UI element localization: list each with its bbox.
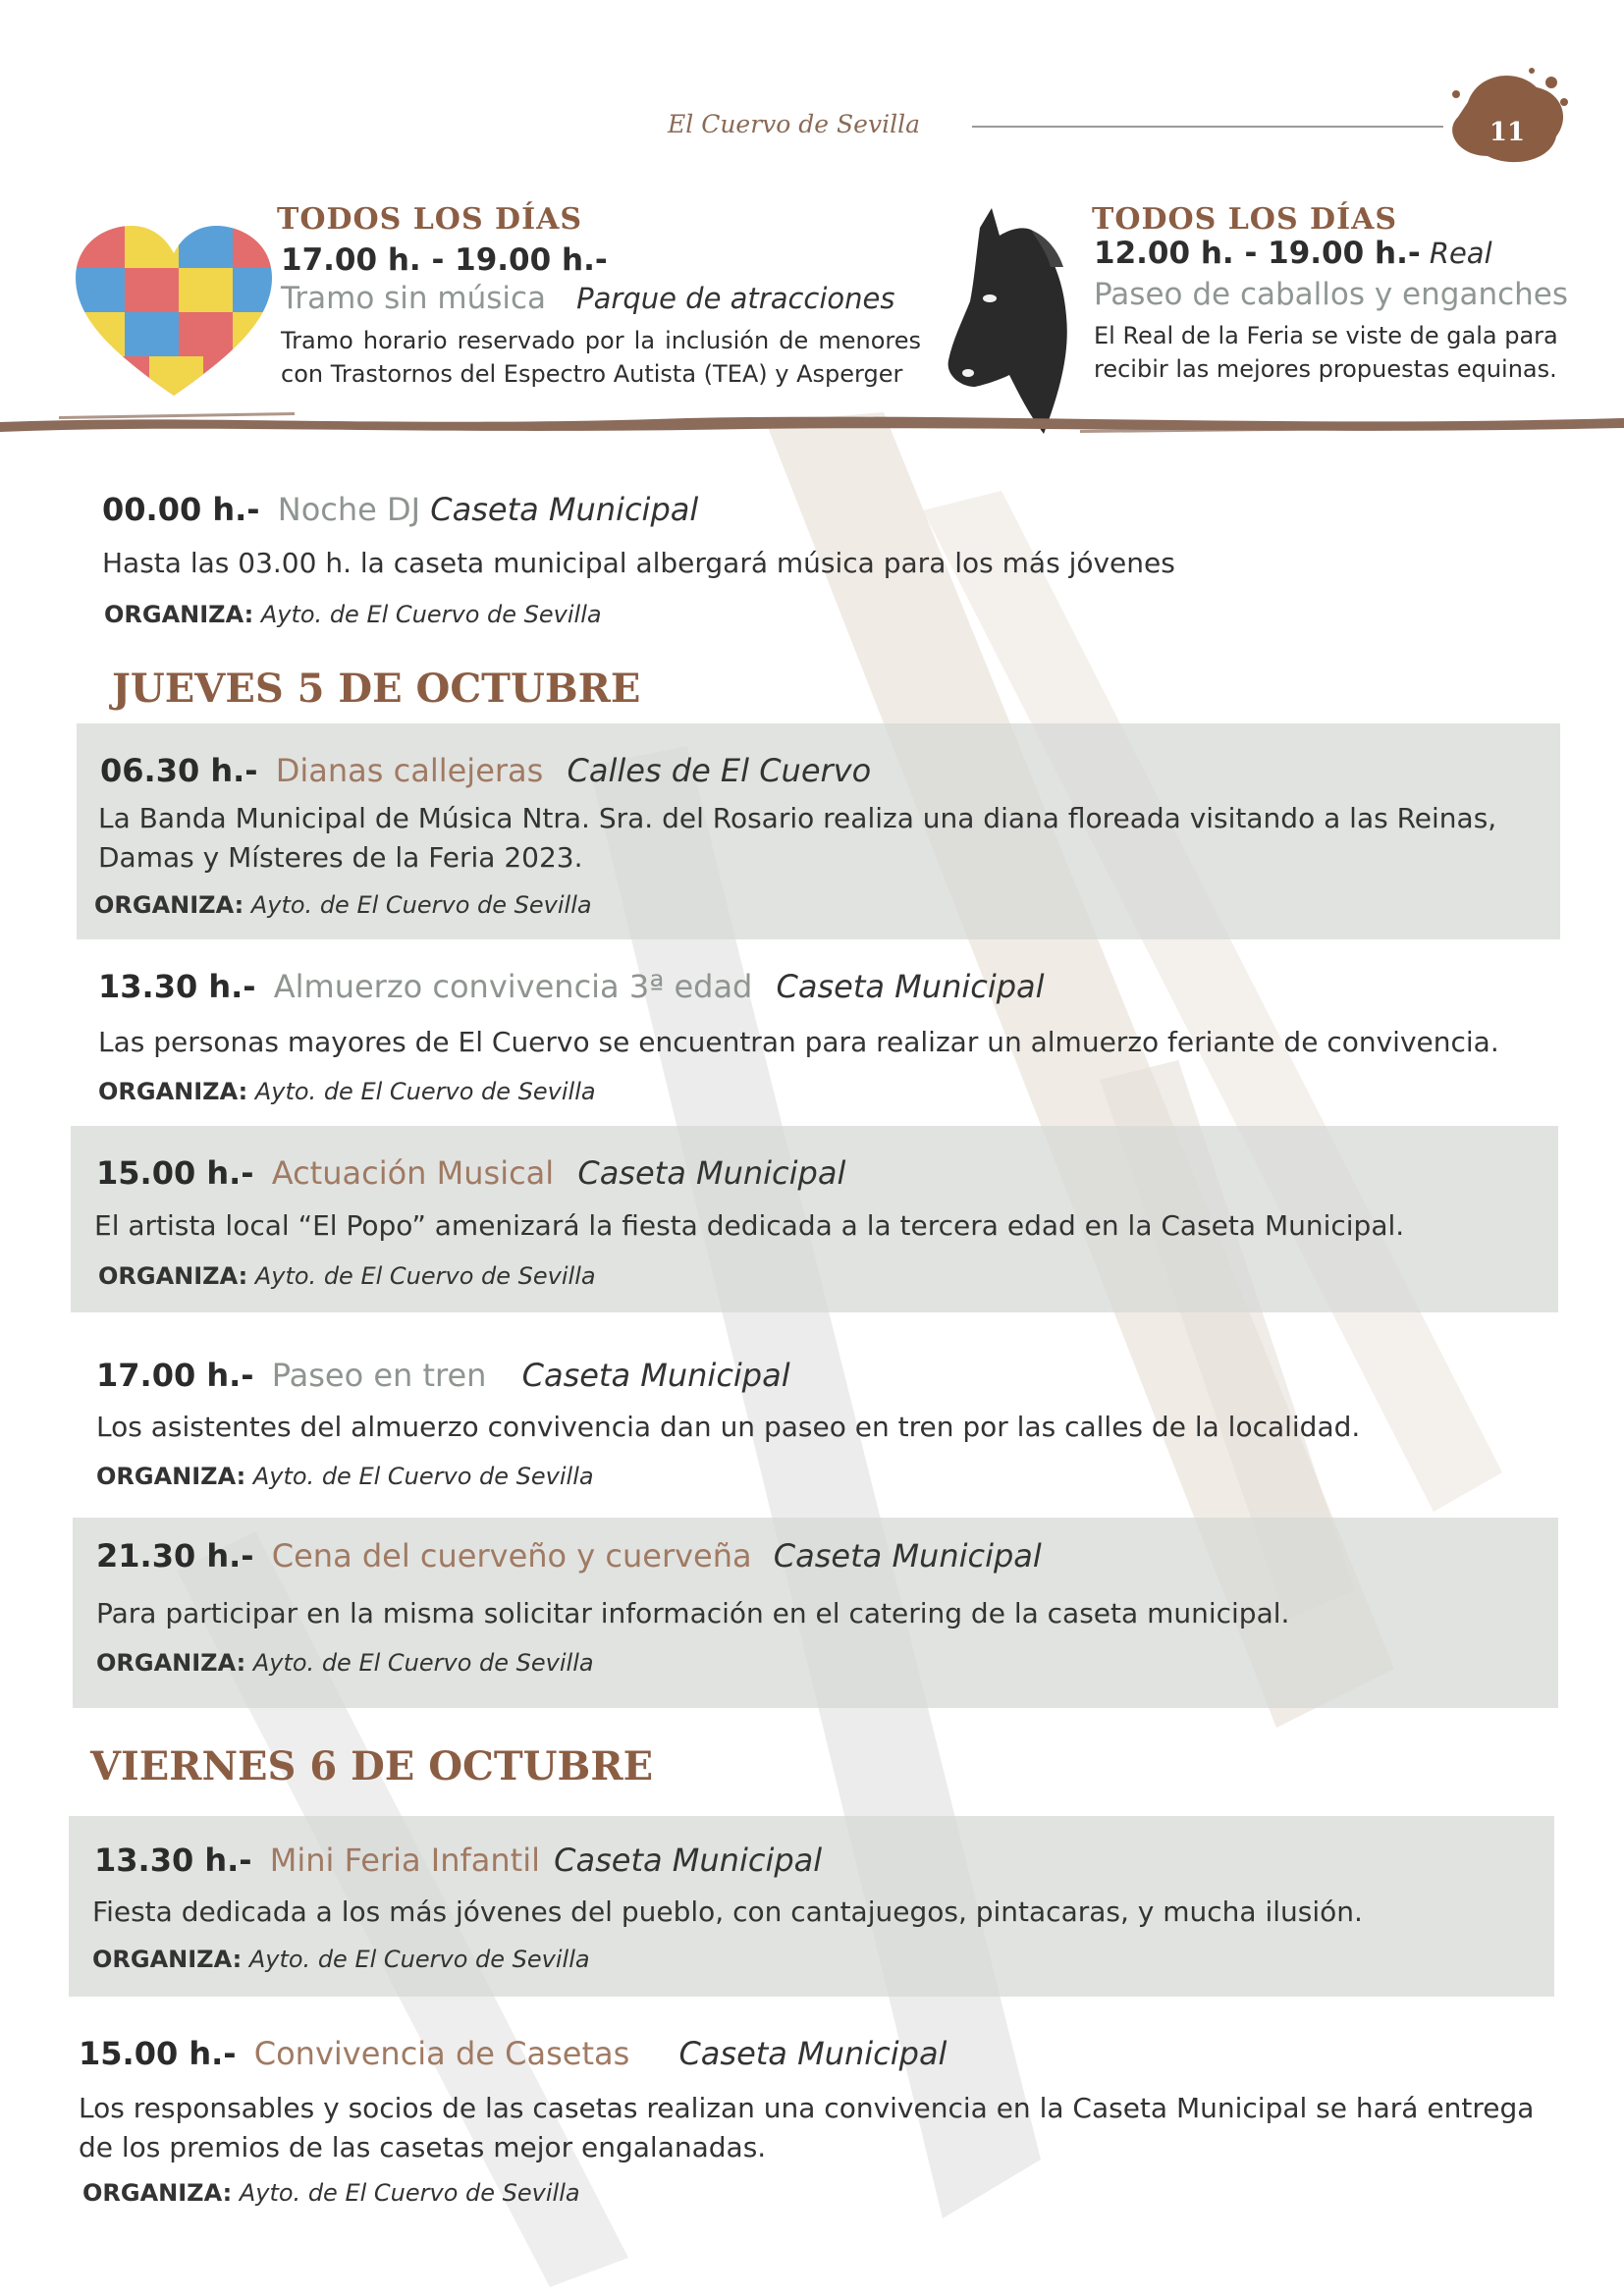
event-name: Dianas callejeras	[275, 752, 544, 789]
brush-divider	[0, 410, 1624, 436]
event-time: 06.30 h.-	[100, 752, 258, 789]
event-description: El artista local “El Popo” amenizará la fiesta dedicada a la tercera edad en la Caseta Municipal.	[94, 1209, 1405, 1242]
event-time: 15.00 h.-	[79, 2035, 237, 2072]
event-location: Caseta Municipal	[521, 1357, 790, 1394]
organizer-value: Ayto. de El Cuervo de Sevilla	[254, 1078, 596, 1105]
event-time: 21.30 h.-	[96, 1537, 254, 1575]
event-title	[94, 1842, 822, 1879]
event-title	[96, 1154, 845, 1192]
intro-event-organizer	[104, 601, 602, 628]
event-title	[96, 1357, 790, 1394]
organizer-label: ORGANIZA:	[96, 1649, 246, 1677]
organizer-value: Ayto. de El Cuervo de Sevilla	[250, 891, 592, 919]
event-organizer	[82, 2179, 580, 2207]
event-name: Paseo en tren	[271, 1357, 487, 1394]
intro-event-time: 00.00 h.-	[102, 491, 260, 528]
event-name: Mini Feria Infantil	[269, 1842, 540, 1879]
page-number-badge	[1438, 63, 1576, 171]
top-right-time: 12.00 h. - 19.00 h.-	[1094, 236, 1421, 271]
organizer-label: ORGANIZA:	[94, 891, 244, 919]
organizer-value: Ayto. de El Cuervo de Sevilla	[239, 2179, 580, 2207]
top-left-time: 17.00 h. - 19.00 h.-	[281, 242, 608, 278]
organizer-label: ORGANIZA:	[92, 1946, 243, 1973]
horse-head-icon	[941, 208, 1078, 436]
intro-event-description: Hasta las 03.00 h. la caseta municipal albergará música para los más jóvenes	[102, 547, 1175, 579]
event-description: Para participar en la misma solicitar información en el catering de la caseta municipal.	[96, 1597, 1290, 1629]
day-heading-thursday: JUEVES 5 DE OCTUBRE	[112, 666, 641, 712]
event-location: Caseta Municipal	[773, 1537, 1042, 1575]
event-description: La Banda Municipal de Música Ntra. Sra. del Rosario realiza una diana floreada visitando a las Reinas, Damas y Místeres de la Feria 2023.	[98, 802, 1497, 874]
event-description: Los responsables y socios de las casetas realizan una convivencia en la Caseta Municipal se hará entrega de los premios de las casetas mejor engalanadas.	[79, 2092, 1535, 2163]
event-organizer	[96, 1463, 594, 1490]
top-left-event-line	[281, 281, 895, 316]
top-right-time-line	[1094, 236, 1492, 271]
intro-event-title	[102, 491, 698, 528]
event-location: Caseta Municipal	[678, 2035, 947, 2072]
event-time: 13.30 h.-	[94, 1842, 252, 1879]
organizer-value: Ayto. de El Cuervo de Sevilla	[260, 601, 602, 628]
organizer-label: ORGANIZA:	[104, 601, 254, 628]
event-organizer	[98, 1078, 596, 1105]
organizer-label: ORGANIZA:	[98, 1262, 248, 1290]
top-left-description: Tramo horario reservado por la inclusión de menores con Trastornos del Espectro Autista (TEA) y Asperger	[281, 327, 921, 388]
top-right-event: Paseo de caballos y enganches	[1094, 277, 1569, 312]
event-time: 17.00 h.-	[96, 1357, 254, 1394]
header-rule	[972, 126, 1443, 128]
organizer-value: Ayto. de El Cuervo de Sevilla	[252, 1649, 594, 1677]
organizer-value: Ayto. de El Cuervo de Sevilla	[248, 1946, 590, 1973]
top-left-title: TODOS LOS DÍAS	[277, 202, 583, 237]
organizer-label: ORGANIZA:	[98, 1078, 248, 1105]
intro-event-location: Caseta Municipal	[430, 491, 699, 528]
page-number: 11	[1489, 118, 1526, 147]
event-name: Convivencia de Casetas	[253, 2035, 630, 2072]
top-right-title: TODOS LOS DÍAS	[1092, 202, 1398, 237]
intro-event-name: Noche DJ	[277, 491, 421, 528]
event-title	[98, 968, 1045, 1005]
event-title	[96, 1537, 1042, 1575]
event-title	[100, 752, 871, 789]
day-heading-friday: VIERNES 6 DE OCTUBRE	[90, 1743, 654, 1789]
organizer-value: Ayto. de El Cuervo de Sevilla	[252, 1463, 594, 1490]
event-organizer	[98, 1262, 596, 1290]
top-right-location: Real	[1429, 237, 1492, 270]
event-location: Caseta Municipal	[577, 1154, 846, 1192]
organizer-label: ORGANIZA:	[96, 1463, 246, 1490]
event-name: Almuerzo convivencia 3ª edad	[273, 968, 753, 1005]
event-description: Fiesta dedicada a los más jóvenes del pueblo, con cantajuegos, pintacaras, y mucha ilusión.	[92, 1896, 1363, 1928]
top-left-event: Tramo sin música	[281, 281, 547, 316]
event-time: 15.00 h.-	[96, 1154, 254, 1192]
event-title	[79, 2035, 947, 2072]
event-time: 13.30 h.-	[98, 968, 256, 1005]
event-name: Actuación Musical	[271, 1154, 555, 1192]
event-description: Los asistentes del almuerzo convivencia dan un paseo en tren por las calles de la localidad.	[96, 1411, 1361, 1443]
event-organizer	[92, 1946, 590, 1973]
event-organizer	[94, 891, 592, 919]
event-location: Calles de El Cuervo	[567, 752, 872, 789]
puzzle-heart-icon	[71, 224, 277, 400]
organizer-label: ORGANIZA:	[82, 2179, 233, 2207]
top-left-location: Parque de atracciones	[576, 282, 895, 315]
top-right-description: El Real de la Feria se viste de gala para recibir las mejores propuestas equinas.	[1094, 322, 1558, 383]
running-title: El Cuervo de Sevilla	[668, 110, 920, 138]
event-location: Caseta Municipal	[776, 968, 1045, 1005]
event-description: Las personas mayores de El Cuervo se encuentran para realizar un almuerzo feriante de convivencia.	[98, 1026, 1499, 1058]
event-location: Caseta Municipal	[554, 1842, 823, 1879]
event-name: Cena del cuerveño y cuerveña	[271, 1537, 752, 1575]
event-organizer	[96, 1649, 594, 1677]
organizer-value: Ayto. de El Cuervo de Sevilla	[254, 1262, 596, 1290]
